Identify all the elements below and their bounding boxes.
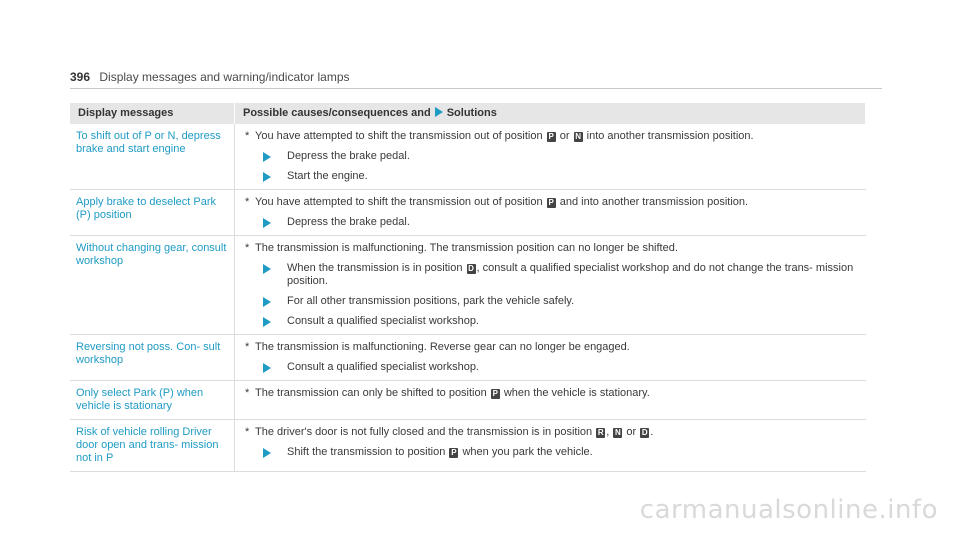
gear-position-r-icon: R: [597, 428, 604, 437]
display-messages-table: [70, 103, 866, 472]
solution-step: [263, 446, 860, 459]
cause-text: [245, 387, 860, 400]
table-row: [70, 236, 866, 335]
text-segment: You have attempted to shift the transmission out of position: [255, 130, 546, 142]
table-row: [70, 381, 866, 420]
solution-step: [263, 150, 860, 163]
text-segment: ,: [606, 426, 613, 438]
page-number: 396: [70, 70, 91, 84]
watermark: carmanualsonline.info: [639, 495, 938, 525]
text-segment: .: [650, 426, 654, 438]
gear-position-d-icon: D: [468, 264, 474, 273]
gear-position-d-icon: D: [641, 428, 648, 437]
arrow-right-icon: [263, 264, 271, 274]
footnote-star: *: [245, 387, 250, 399]
text-segment: For all other transmission positions, park the vehicle safely.: [287, 295, 575, 307]
table-row: [70, 420, 866, 472]
gear-position-n-icon: N: [575, 132, 581, 141]
text-segment: or: [623, 426, 640, 438]
solution-step: [263, 216, 860, 229]
arrow-right-icon: [263, 317, 271, 327]
text-segment: Start the engine.: [287, 170, 368, 182]
display-message: Reversing not poss. Con- sult workshop: [70, 335, 235, 381]
text-segment: The transmission is malfunctioning. Reverse gear can no longer be engaged.: [255, 341, 630, 353]
footnote-star: *: [245, 426, 250, 438]
page-title: Display messages and warning/indicator lamps: [99, 70, 350, 84]
gear-position-p-icon: P: [451, 448, 457, 457]
footnote-star: *: [245, 196, 250, 208]
text-segment: The transmission can only be shifted to position: [255, 387, 490, 399]
display-message: To shift out of P or N, depress brake and start engine: [70, 124, 235, 190]
cause-text: [245, 242, 860, 255]
solution-step: [263, 295, 860, 308]
solution-step: [263, 262, 860, 288]
footnote-star: *: [245, 242, 250, 254]
causes-solutions-cell: [235, 420, 866, 472]
text-segment: , consult a qualified specialist workshop and do not change the trans- mission position.: [287, 262, 854, 287]
column-header-solutions-text: Solutions: [446, 107, 497, 119]
page-header: [70, 70, 882, 89]
text-segment: Depress the brake pedal.: [287, 150, 410, 162]
text-segment: when you park the vehicle.: [459, 446, 593, 458]
cause-text: [245, 130, 860, 143]
causes-solutions-cell: [235, 190, 866, 236]
text-segment: You have attempted to shift the transmission out of position: [255, 196, 546, 208]
causes-solutions-cell: [235, 124, 866, 190]
arrow-right-icon: [263, 448, 271, 458]
display-message: Without changing gear, consult workshop: [70, 236, 235, 335]
text-segment: Shift the transmission to position: [287, 446, 449, 458]
gear-position-p-icon: P: [548, 132, 554, 141]
gear-position-p-icon: P: [492, 389, 498, 398]
solution-step: [263, 315, 860, 328]
text-segment: when the vehicle is stationary.: [500, 387, 650, 399]
text-segment: The driver's door is not fully closed and the transmission is in position: [255, 426, 596, 438]
arrow-right-icon: [435, 107, 443, 117]
column-header-causes: [235, 103, 866, 124]
text-segment: The transmission is malfunctioning. The transmission position can no longer be shifted.: [255, 242, 678, 254]
footnote-star: *: [245, 130, 250, 142]
arrow-right-icon: [263, 297, 271, 307]
text-segment: into another transmission position.: [583, 130, 754, 142]
table-row: [70, 124, 866, 190]
arrow-right-icon: [263, 218, 271, 228]
gear-position-p-icon: P: [548, 198, 554, 207]
display-message: Only select Park (P) when vehicle is stationary: [70, 381, 235, 420]
display-message: Apply brake to deselect Park (P) position: [70, 190, 235, 236]
causes-solutions-cell: [235, 335, 866, 381]
table-header-row: [70, 103, 866, 124]
solution-step: [263, 170, 860, 183]
text-segment: or: [556, 130, 573, 142]
table-row: [70, 335, 866, 381]
table-row: [70, 190, 866, 236]
gear-position-n-icon: N: [614, 428, 621, 437]
text-segment: Consult a qualified specialist workshop.: [287, 315, 479, 327]
text-segment: Consult a qualified specialist workshop.: [287, 361, 479, 373]
text-segment: Depress the brake pedal.: [287, 216, 410, 228]
footnote-star: *: [245, 341, 250, 353]
cause-text: [245, 196, 860, 209]
column-header-causes-text: Possible causes/consequences and: [243, 107, 431, 119]
solution-step: [263, 361, 860, 374]
causes-solutions-cell: [235, 236, 866, 335]
cause-text: [245, 341, 860, 354]
arrow-right-icon: [263, 363, 271, 373]
cause-text: [245, 426, 860, 439]
text-segment: When the transmission is in position: [287, 262, 466, 274]
column-header-messages: Display messages: [70, 103, 235, 124]
text-segment: and into another transmission position.: [556, 196, 749, 208]
display-message: Risk of vehicle rolling Driver door open and trans- mission not in P: [70, 420, 235, 472]
arrow-right-icon: [263, 152, 271, 162]
arrow-right-icon: [263, 172, 271, 182]
causes-solutions-cell: [235, 381, 866, 420]
